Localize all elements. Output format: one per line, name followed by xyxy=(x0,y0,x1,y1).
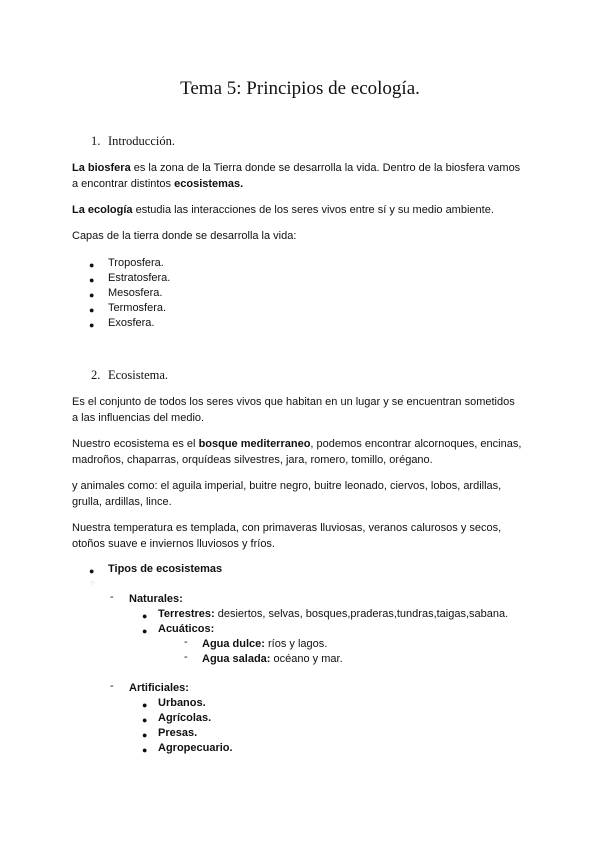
hollow-bullet-icon: ○ xyxy=(90,578,95,587)
bullet-icon: ● xyxy=(89,290,95,300)
list-item: Mesosfera. xyxy=(108,287,163,299)
section-2-number: 2. xyxy=(91,368,101,382)
list-item: Estratosfera. xyxy=(108,272,171,284)
animales-paragraph-line-1: y animales como: el aguila imperial, buitre negro, buitre leonado, ciervos, lobos, ardillas, xyxy=(72,480,502,492)
agua-dulce-item: Agua dulce: ríos y lagos. xyxy=(202,638,328,650)
naturales-label: Naturales: xyxy=(129,593,183,605)
dash-icon: - xyxy=(184,651,188,663)
section-1-heading: Introducción. xyxy=(108,134,175,148)
bullet-icon: ● xyxy=(89,260,95,270)
bullet-icon: ● xyxy=(142,700,148,710)
capas-intro: Capas de la tierra donde se desarrolla la vida: xyxy=(72,230,297,242)
artificiales-label: Artificiales: xyxy=(129,682,189,694)
list-item: Troposfera. xyxy=(108,257,164,269)
bullet-icon: ● xyxy=(89,305,95,315)
temperatura-paragraph-line-1: Nuestra temperatura es templada, con primaveras lluviosas, veranos calurosos y secos, xyxy=(72,522,502,534)
dash-icon: - xyxy=(110,591,114,603)
section-2-heading: Ecosistema. xyxy=(108,368,169,382)
biosfera-paragraph-line-1: La biosfera es la zona de la Tierra donde se desarrolla la vida. Dentro de la biosfera vamos xyxy=(72,162,521,174)
animales-paragraph-line-2: grulla, ardillas, lince. xyxy=(72,496,172,508)
bullet-icon: ● xyxy=(142,730,148,740)
list-item: Agrícolas. xyxy=(158,712,212,724)
terrestres-item: Terrestres: desiertos, selvas, bosques,praderas,tundras,taigas,sabana. xyxy=(158,608,509,620)
list-item: Exosfera. xyxy=(108,317,155,329)
bullet-icon: ● xyxy=(142,611,148,621)
ecosistema-definition-line-1: Es el conjunto de todos los seres vivos que habitan en un lugar y se encuentran sometidos xyxy=(72,396,515,408)
bullet-icon: ● xyxy=(142,715,148,725)
bullet-icon: ● xyxy=(89,566,95,576)
bullet-icon: ● xyxy=(89,320,95,330)
dash-icon: - xyxy=(184,636,188,648)
tipos-heading: Tipos de ecosistemas xyxy=(108,563,223,575)
list-item: Agropecuario. xyxy=(158,742,233,754)
biosfera-paragraph-line-2: a encontrar distintos ecosistemas. xyxy=(72,178,244,190)
ecosistema-definition-line-2: a las influencias del medio. xyxy=(72,412,205,424)
temperatura-paragraph-line-2: otoños suave e inviernos lluviosos y fríos. xyxy=(72,538,275,550)
section-1-number: 1. xyxy=(91,134,101,148)
list-item: Termosfera. xyxy=(108,302,167,314)
ecologia-paragraph: La ecología estudia las interacciones de los seres vivos entre sí y su medio ambiente. xyxy=(72,204,494,216)
bosque-paragraph-line-2: madroños, chaparras, orquídeas silvestres, jara, romero, tomillo, orégano. xyxy=(72,454,433,466)
dash-icon: - xyxy=(110,680,114,692)
page-title: Tema 5: Principios de ecología. xyxy=(180,78,420,99)
bullet-icon: ● xyxy=(142,626,148,636)
agua-salada-item: Agua salada: océano y mar. xyxy=(202,653,343,665)
acuaticos-item: Acuáticos: xyxy=(158,623,215,635)
bosque-paragraph-line-1: Nuestro ecosistema es el bosque mediterraneo, podemos encontrar alcornoques, encinas, xyxy=(72,438,522,450)
bullet-icon: ● xyxy=(142,745,148,755)
list-item: Urbanos. xyxy=(158,697,206,709)
list-item: Presas. xyxy=(158,727,198,739)
bullet-icon: ● xyxy=(89,275,95,285)
